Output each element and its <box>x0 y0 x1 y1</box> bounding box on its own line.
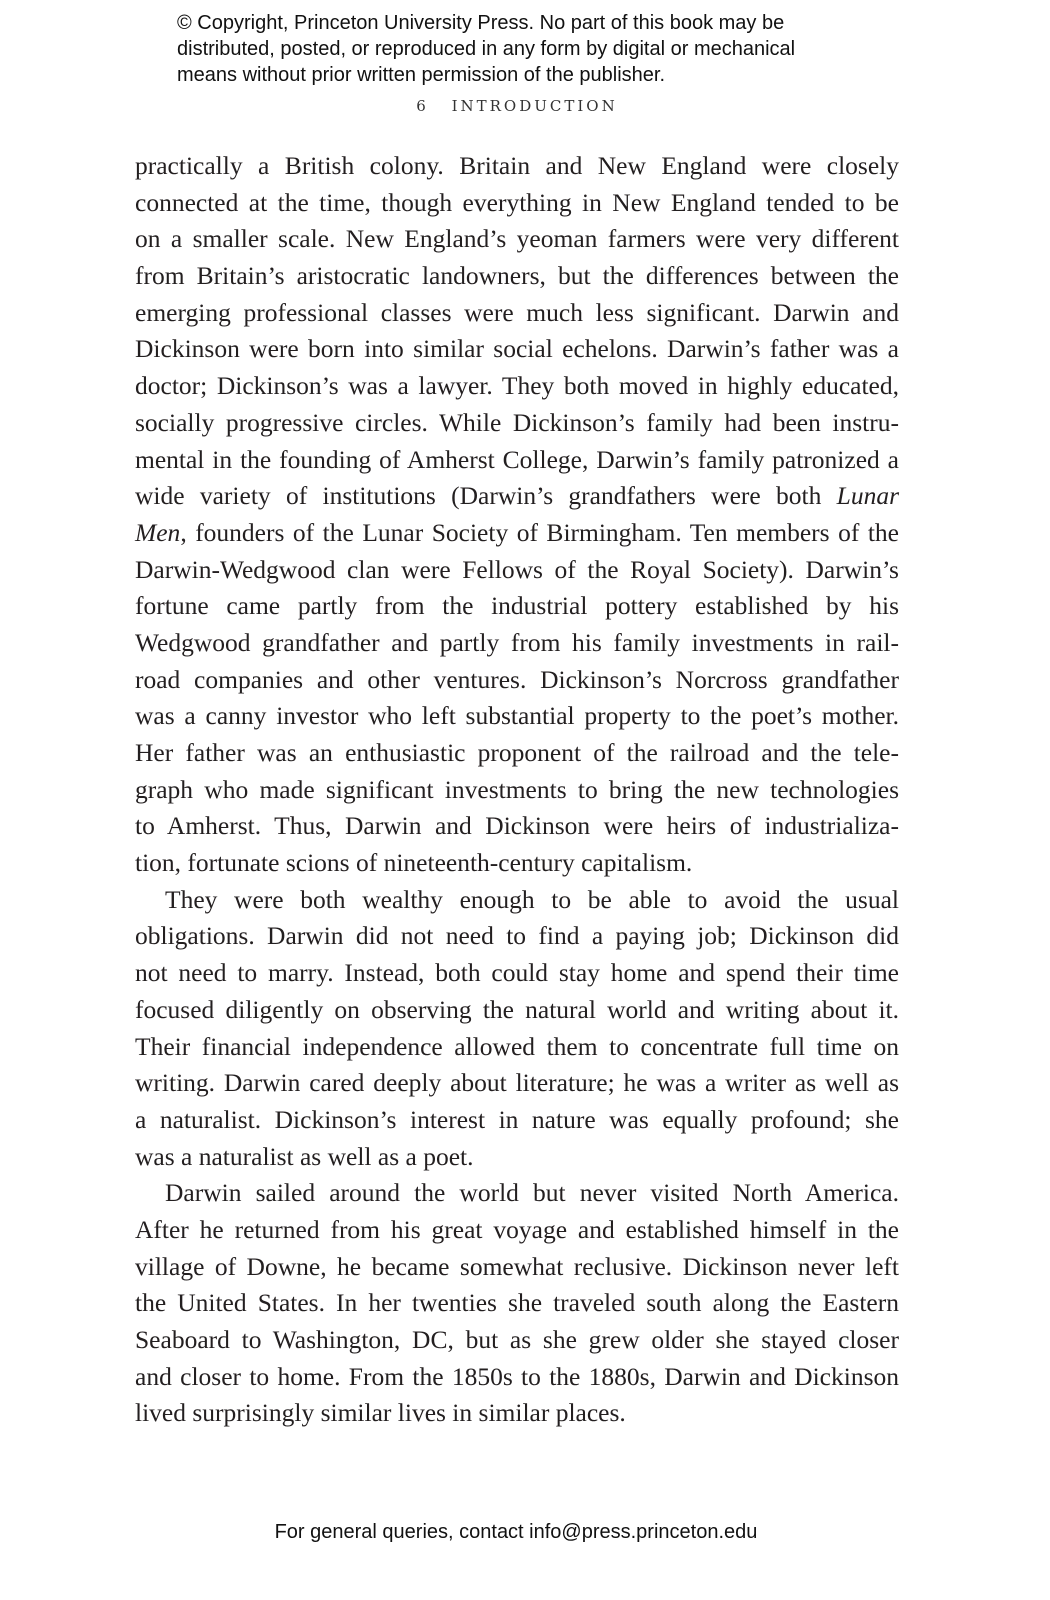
page-number: 6 <box>416 97 426 115</box>
text-line: socially progressive circles. While Dickinson’s family had been instru- <box>135 407 899 437</box>
running-head <box>0 97 1034 115</box>
text-line: graph who made significant investments to bring the new technologies <box>135 774 899 804</box>
text-line: doctor; Dickinson’s was a lawyer. They both moved in highly educated, <box>135 371 899 401</box>
text-line: emerging professional classes were much less significant. Darwin and <box>135 297 899 327</box>
text-line: Wedgwood grandfather and partly from his family investments in rail- <box>135 627 899 657</box>
text-line: to Amherst. Thus, Darwin and Dickinson were heirs of industrializa- <box>135 811 899 841</box>
text-line: Her father was an enthusiastic proponent of the railroad and the tele- <box>135 738 899 767</box>
body-text <box>135 148 899 1432</box>
paragraph <box>135 148 899 882</box>
italic-text: Lunar <box>836 481 899 511</box>
text-line: focused diligently on observing the natural world and writing about it. <box>135 994 899 1024</box>
text-line <box>135 478 899 515</box>
text-line: Seaboard to Washington, DC, but as she grew older she stayed closer <box>135 1325 899 1354</box>
text-line: was a canny investor who left substantial property to the poet’s mother. <box>135 701 899 731</box>
text-segment: wide variety of institutions (Darwin’s grandfathers were both <box>135 481 837 511</box>
text-line: mental in the founding of Amherst College, Darwin’s family patronized a <box>135 444 899 474</box>
paragraph <box>135 882 899 1176</box>
text-line: on a smaller scale. New England’s yeoman farmers were very different <box>135 224 899 254</box>
text-line: Dickinson were born into similar social echelons. Darwin’s father was a <box>135 334 899 364</box>
text-line: writing. Darwin cared deeply about literature; he was a writer as well as <box>135 1068 899 1098</box>
text-line: obligations. Darwin did not need to find a paying job; Dickinson did <box>135 921 899 951</box>
text-line: village of Downe, he became somewhat reclusive. Dickinson never left <box>135 1251 899 1281</box>
paragraph <box>135 1175 899 1432</box>
text-line: Darwin sailed around the world but never visited North America. <box>165 1178 899 1208</box>
text-line: not need to marry. Instead, both could stay home and spend their time <box>135 958 899 988</box>
chapter-title: INTRODUCTION <box>451 97 618 115</box>
text-line: They were both wealthy enough to be able to avoid the usual <box>165 884 899 914</box>
text-segment: , founders of the Lunar Society of Birmingham. Ten members of the <box>180 517 899 547</box>
text-line: After he returned from his great voyage and established himself in the <box>135 1214 899 1244</box>
text-line: Their financial independence allowed them to concentrate full time on <box>135 1031 899 1061</box>
text-line: practically a British colony. Britain and New England were closely <box>135 151 899 180</box>
copyright-line: © Copyright, Princeton University Press. No part of this book may be <box>177 12 785 34</box>
text-line: fortune came partly from the industrial pottery established by his <box>135 591 899 621</box>
text-line: from Britain’s aristocratic landowners, but the differences between the <box>135 261 899 291</box>
copyright-line: distributed, posted, or reproduced in any form by digital or mechanical <box>177 38 796 60</box>
italic-text: Men <box>135 517 181 547</box>
text-line: the United States. In her twenties she traveled south along the Eastern <box>135 1288 899 1318</box>
text-line <box>135 515 899 552</box>
text-line: tion, fortunate scions of nineteenth-century capitalism. <box>135 848 693 878</box>
text-line: road companies and other ventures. Dickinson’s Norcross grandfather <box>135 664 899 694</box>
copyright-line: means without prior written permission of the publisher. <box>177 64 666 86</box>
text-line: a naturalist. Dickinson’s interest in nature was equally profound; she <box>135 1104 899 1134</box>
text-line: was a naturalist as well as a poet. <box>135 1141 474 1171</box>
text-line: Darwin-Wedgwood clan were Fellows of the Royal Society). Darwin’s <box>135 554 899 584</box>
copyright-notice <box>177 10 795 88</box>
footer-contact: For general queries, contact info@press.princeton.edu <box>274 1521 758 1543</box>
text-line: and closer to home. From the 1850s to the 1880s, Darwin and Dickinson <box>135 1361 899 1391</box>
text-line: connected at the time, though everything in New England tended to be <box>135 187 899 217</box>
text-line: lived surprisingly similar lives in similar places. <box>135 1398 626 1428</box>
